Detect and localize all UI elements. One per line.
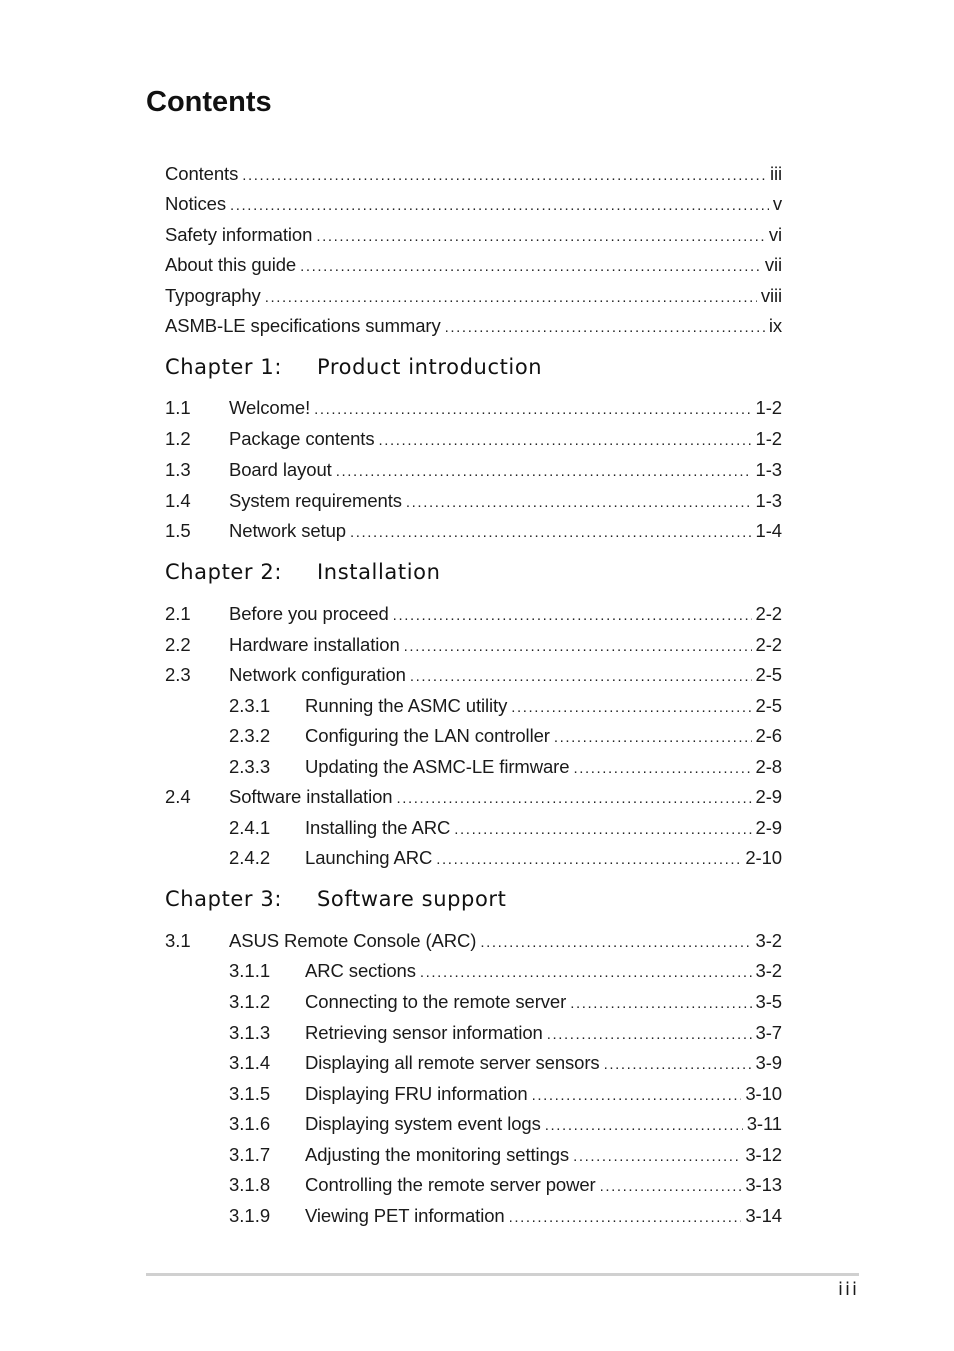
- chapter-title: Software support: [317, 887, 507, 911]
- toc-entry-label: Displaying all remote server sensors: [305, 1052, 600, 1073]
- chapter-prefix: Chapter 2:: [165, 560, 283, 584]
- chapter-prefix: Chapter 1:: [165, 355, 283, 379]
- toc-entry-page: vi: [768, 224, 782, 245]
- chapter-heading[interactable]: [165, 885, 507, 913]
- section-number: 1.5: [165, 520, 191, 541]
- chapter-prefix: Chapter 3:: [165, 887, 283, 911]
- toc-entry-label: Typography: [165, 285, 261, 306]
- section-number: 1.4: [165, 490, 191, 511]
- toc-entry-label: Safety information: [165, 224, 313, 245]
- toc-entry-page: viii: [760, 285, 782, 306]
- page-number: iii: [837, 1279, 859, 1300]
- toc-entry-label: Configuring the LAN controller: [305, 725, 550, 746]
- toc-entry-page: 3-12: [745, 1144, 782, 1165]
- toc-entry-label: ASMB-LE specifications summary: [165, 315, 441, 336]
- toc-entry-page: ix: [768, 315, 782, 336]
- section-number: 1.3: [165, 459, 191, 480]
- toc-entry-label: Displaying system event logs: [305, 1113, 541, 1134]
- toc-entry[interactable]: [305, 846, 782, 870]
- toc-entry-page: 2-5: [755, 664, 782, 685]
- toc-entry-label: Network configuration: [229, 664, 406, 685]
- toc-entry-label: Controlling the remote server power: [305, 1174, 596, 1195]
- subsection-number: 3.1.7: [229, 1144, 271, 1165]
- toc-entry-page: 3-13: [745, 1174, 782, 1195]
- toc-entry-page: 3-5: [755, 991, 782, 1012]
- toc-entry-page: 2-2: [755, 603, 782, 624]
- section-number: 2.2: [165, 634, 191, 655]
- toc-entry-page: iii: [769, 163, 782, 184]
- toc-entry[interactable]: [229, 929, 782, 953]
- chapter-title: Installation: [317, 560, 441, 584]
- toc-entry-label: Connecting to the remote server: [305, 991, 567, 1012]
- toc-entry-label: Notices: [165, 193, 226, 214]
- toc-entry-label: Network setup: [229, 520, 346, 541]
- toc-entry-page: 2-9: [755, 817, 782, 838]
- toc-entry[interactable]: [305, 1051, 782, 1075]
- toc-entry[interactable]: [165, 314, 782, 338]
- section-number: 2.1: [165, 603, 191, 624]
- toc-entry[interactable]: [229, 458, 782, 482]
- subsection-number: 3.1.8: [229, 1174, 271, 1195]
- toc-entry-page: 2-10: [745, 847, 782, 868]
- subsection-number: 3.1.1: [229, 960, 271, 981]
- toc-entry[interactable]: [305, 1082, 782, 1106]
- toc-entry-page: 3-2: [755, 930, 782, 951]
- toc-entry-label: Welcome!: [229, 397, 311, 418]
- toc-entry[interactable]: [305, 1021, 782, 1045]
- toc-entry[interactable]: [229, 602, 782, 626]
- toc-entry-page: 1-3: [755, 459, 782, 480]
- toc-entry-label: Running the ASMC utility: [305, 695, 508, 716]
- toc-entry-label: Before you proceed: [229, 603, 389, 624]
- toc-entry-page: v: [772, 193, 782, 214]
- section-number: 3.1: [165, 930, 191, 951]
- section-number: 1.2: [165, 428, 191, 449]
- toc-entry-label: Contents: [165, 163, 239, 184]
- chapter-heading[interactable]: [165, 353, 543, 381]
- toc-entry[interactable]: [229, 489, 782, 513]
- footer-divider: [146, 1273, 859, 1276]
- chapter-heading[interactable]: [165, 558, 441, 586]
- subsection-number: 2.4.2: [229, 847, 271, 868]
- toc-entry[interactable]: [305, 694, 782, 718]
- toc-entry-label: Updating the ASMC-LE firmware: [305, 756, 570, 777]
- toc-entry-label: Displaying FRU information: [305, 1083, 528, 1104]
- toc-entry[interactable]: [165, 284, 782, 308]
- toc-entry[interactable]: [229, 633, 782, 657]
- toc-entry[interactable]: [305, 724, 782, 748]
- toc-entry[interactable]: [229, 785, 782, 809]
- toc-entry-label: Viewing PET information: [305, 1205, 505, 1226]
- toc-entry-page: 3-10: [745, 1083, 782, 1104]
- toc-entry[interactable]: [305, 1204, 782, 1228]
- toc-entry-label: Hardware installation: [229, 634, 400, 655]
- toc-entry-page: 1-2: [755, 397, 782, 418]
- subsection-number: 3.1.5: [229, 1083, 271, 1104]
- toc-entry[interactable]: [305, 1143, 782, 1167]
- toc-entry[interactable]: [165, 192, 782, 216]
- section-number: 2.3: [165, 664, 191, 685]
- toc-entry-page: 2-9: [755, 786, 782, 807]
- toc-entry[interactable]: [229, 519, 782, 543]
- toc-entry-label: ARC sections: [305, 960, 416, 981]
- toc-entry[interactable]: [165, 223, 782, 247]
- toc-entry[interactable]: [305, 959, 782, 983]
- toc-entry-label: System requirements: [229, 490, 402, 511]
- subsection-number: 3.1.3: [229, 1022, 271, 1043]
- subsection-number: 3.1.6: [229, 1113, 271, 1134]
- subsection-number: 2.4.1: [229, 817, 271, 838]
- toc-entry-page: 2-6: [755, 725, 782, 746]
- toc-entry-label: Retrieving sensor information: [305, 1022, 543, 1043]
- toc-entry-page: 1-2: [755, 428, 782, 449]
- page-title: Contents: [146, 86, 272, 118]
- toc-entry[interactable]: [305, 816, 782, 840]
- toc-entry[interactable]: [165, 162, 782, 186]
- toc-entry-page: 2-8: [755, 756, 782, 777]
- toc-entry-page: 2-2: [755, 634, 782, 655]
- toc-entry-page: 3-2: [755, 960, 782, 981]
- toc-entry-page: 3-9: [755, 1052, 782, 1073]
- toc-entry-label: Launching ARC: [305, 847, 433, 868]
- toc-entry[interactable]: [305, 755, 782, 779]
- toc-entry[interactable]: [229, 396, 782, 420]
- section-number: 2.4: [165, 786, 191, 807]
- toc-entry-label: Adjusting the monitoring settings: [305, 1144, 570, 1165]
- subsection-number: 2.3.3: [229, 756, 271, 777]
- subsection-number: 3.1.2: [229, 991, 271, 1012]
- subsection-number: 2.3.2: [229, 725, 271, 746]
- toc-entry-page: 1-4: [755, 520, 782, 541]
- toc-entry[interactable]: [229, 427, 782, 451]
- toc-entry-label: Installing the ARC: [305, 817, 451, 838]
- toc-entry-page: 1-3: [755, 490, 782, 511]
- toc-entry[interactable]: [229, 663, 782, 687]
- subsection-number: 3.1.9: [229, 1205, 271, 1226]
- section-number: 1.1: [165, 397, 191, 418]
- toc-entry-page: 3-14: [745, 1205, 782, 1226]
- subsection-number: 2.3.1: [229, 695, 271, 716]
- toc-entry[interactable]: [305, 1173, 782, 1197]
- subsection-number: 3.1.4: [229, 1052, 271, 1073]
- toc-entry-label: Software installation: [229, 786, 393, 807]
- toc-entry[interactable]: [165, 253, 782, 277]
- toc-entry-label: Board layout: [229, 459, 332, 480]
- toc-entry-page: 3-11: [746, 1113, 782, 1134]
- toc-entry-page: vii: [764, 254, 782, 275]
- toc-entry-label: About this guide: [165, 254, 297, 275]
- toc-entry-page: 3-7: [755, 1022, 782, 1043]
- toc-entry[interactable]: [305, 1112, 782, 1136]
- toc-entry-label: Package contents: [229, 428, 375, 449]
- toc-entry-page: 2-5: [755, 695, 782, 716]
- toc-entry[interactable]: [305, 990, 782, 1014]
- toc-entry-label: ASUS Remote Console (ARC): [229, 930, 477, 951]
- chapter-title: Product introduction: [317, 355, 543, 379]
